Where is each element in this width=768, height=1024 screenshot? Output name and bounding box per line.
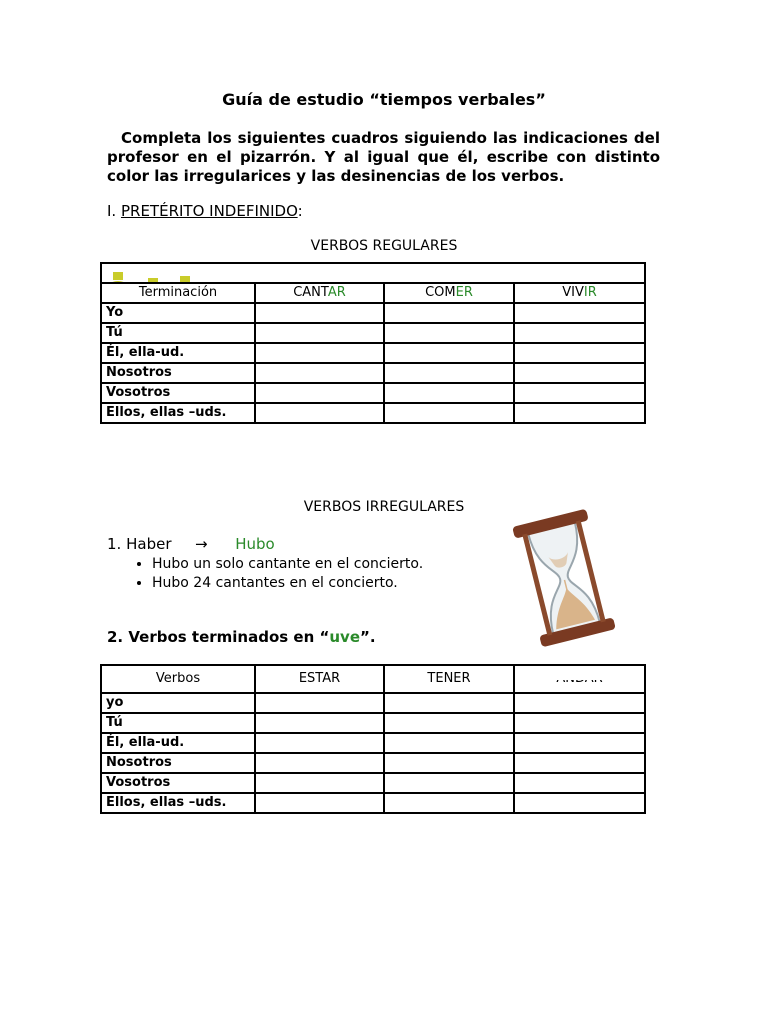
answer-cell[interactable] xyxy=(255,403,384,423)
instructions-paragraph: Completa los siguientes cuadros siguiendo las indicaciones del profesor en el pizarrón. Y al igual que él, escribe con distinto color las irregularices y las desinencias de los verbos. xyxy=(107,129,660,185)
answer-cell[interactable] xyxy=(384,753,514,773)
list-item: • Hubo 24 cantantes en el concierto. xyxy=(152,574,423,593)
answer-cell[interactable] xyxy=(514,793,645,813)
answer-cell[interactable] xyxy=(514,693,645,713)
table-row xyxy=(101,363,645,383)
table-row xyxy=(101,753,645,773)
table-row xyxy=(101,793,645,813)
answer-cell[interactable] xyxy=(514,323,645,343)
column-header-vivir: VIVIR xyxy=(514,283,645,303)
answer-cell[interactable] xyxy=(255,733,384,753)
column-header-estar: ESTAR xyxy=(255,665,384,693)
answer-cell[interactable] xyxy=(384,693,514,713)
row-label: Nosotros xyxy=(101,363,255,383)
column-header-cantar: CANTAR xyxy=(255,283,384,303)
row-label: yo xyxy=(101,693,255,713)
answer-cell[interactable] xyxy=(514,713,645,733)
regular-verbs-table xyxy=(100,262,646,424)
table-row xyxy=(101,693,645,713)
answer-cell[interactable] xyxy=(255,793,384,813)
form-hubo: Hubo xyxy=(235,535,275,553)
answer-cell[interactable] xyxy=(514,343,645,363)
table-row xyxy=(101,323,645,343)
table-row xyxy=(101,733,645,753)
table-header-cell xyxy=(101,263,645,283)
regular-verbs-caption: VERBOS REGULARES xyxy=(310,238,458,254)
section-colon: : xyxy=(297,202,303,220)
row-label: Vosotros xyxy=(101,773,255,793)
answer-cell[interactable] xyxy=(514,403,645,423)
table-row xyxy=(101,773,645,793)
answer-cell[interactable] xyxy=(384,343,514,363)
row-label: Él, ella-ud. xyxy=(101,343,255,363)
header-overlap-mask xyxy=(515,665,644,680)
irregular-verbs-caption: VERBOS IRREGULARES xyxy=(303,499,465,515)
answer-cell[interactable] xyxy=(384,403,514,423)
answer-cell[interactable] xyxy=(384,733,514,753)
table-title xyxy=(102,281,644,283)
list-item: • Hubo un solo cantante en el concierto. xyxy=(152,555,423,574)
page-title: Guía de estudio “tiempos verbales” xyxy=(222,90,546,109)
column-header-tener: TENER xyxy=(384,665,514,693)
uve-highlight: uve xyxy=(329,628,360,646)
examples-list xyxy=(130,555,423,593)
column-header-andar xyxy=(514,665,645,693)
item-uve-verbs: 2. Verbos terminados en “uve”. xyxy=(107,628,376,646)
answer-cell[interactable] xyxy=(514,363,645,383)
column-header-comer: COMER xyxy=(384,283,514,303)
answer-cell[interactable] xyxy=(384,383,514,403)
column-header-verbos: Verbos xyxy=(101,665,255,693)
section-label: PRETÉRITO INDEFINIDO xyxy=(120,202,298,220)
answer-cell[interactable] xyxy=(255,773,384,793)
answer-cell[interactable] xyxy=(514,753,645,773)
answer-cell[interactable] xyxy=(255,383,384,403)
answer-cell[interactable] xyxy=(384,323,514,343)
answer-cell[interactable] xyxy=(255,343,384,363)
answer-cell[interactable] xyxy=(255,363,384,383)
table-row xyxy=(101,303,645,323)
row-label: Vosotros xyxy=(101,383,255,403)
answer-cell[interactable] xyxy=(514,383,645,403)
answer-cell[interactable] xyxy=(384,773,514,793)
row-label: Yo xyxy=(101,303,255,323)
answer-cell[interactable] xyxy=(384,793,514,813)
answer-cell[interactable] xyxy=(514,773,645,793)
answer-cell[interactable] xyxy=(255,713,384,733)
irregular-verbs-table xyxy=(100,664,646,814)
table-row xyxy=(101,403,645,423)
answer-cell[interactable] xyxy=(514,733,645,753)
row-label: Ellos, ellas –uds. xyxy=(101,403,255,423)
table-row xyxy=(101,713,645,733)
section-number: I. xyxy=(107,202,117,220)
row-label: Nosotros xyxy=(101,753,255,773)
row-label: Tú xyxy=(101,323,255,343)
answer-cell[interactable] xyxy=(384,303,514,323)
verb-haber: Haber xyxy=(126,535,172,553)
row-label: Ellos, ellas –uds. xyxy=(101,793,255,813)
item-haber xyxy=(107,535,275,553)
answer-cell[interactable] xyxy=(255,303,384,323)
row-label: Él, ella-ud. xyxy=(101,733,255,753)
answer-cell[interactable] xyxy=(384,363,514,383)
answer-cell[interactable] xyxy=(255,753,384,773)
answer-cell[interactable] xyxy=(255,693,384,713)
item-number: 1. xyxy=(107,535,122,553)
section-heading-preterito xyxy=(107,202,303,220)
hourglass-icon xyxy=(510,508,618,648)
answer-cell[interactable] xyxy=(255,323,384,343)
column-header-terminacion: Terminación xyxy=(101,283,255,303)
table-row xyxy=(101,343,645,363)
table-row xyxy=(101,383,645,403)
arrow-icon: → xyxy=(195,535,208,553)
answer-cell[interactable] xyxy=(384,713,514,733)
answer-cell[interactable] xyxy=(514,303,645,323)
row-label: Tú xyxy=(101,713,255,733)
